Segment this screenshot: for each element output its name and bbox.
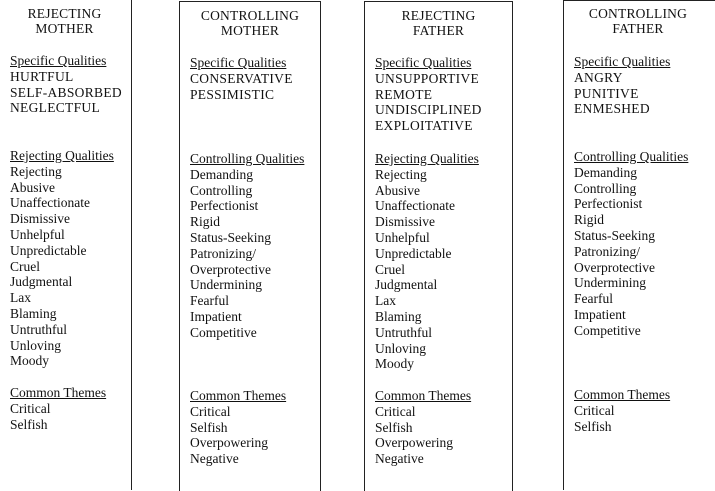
list-item: Unpredictable xyxy=(10,242,87,258)
qualities-section xyxy=(190,151,304,341)
list-item: UNSUPPORTIVE xyxy=(375,70,480,86)
column-title xyxy=(365,8,512,38)
list-item: Dismissive xyxy=(10,211,71,227)
list-item: Overprotective xyxy=(190,261,271,277)
list-item: Undermining xyxy=(574,275,646,291)
qualities-section xyxy=(574,149,688,339)
common-themes-section xyxy=(574,387,670,434)
section-heading: Common Themes xyxy=(10,385,107,400)
column-controlling-mother xyxy=(179,1,321,491)
column-rejecting-father xyxy=(364,1,513,491)
list-item: Impatient xyxy=(190,308,242,324)
list-item: Patronizing/ xyxy=(574,243,640,259)
list-item: Controlling xyxy=(190,182,253,198)
list-item: Unhelpful xyxy=(10,226,65,242)
section-heading: Specific Qualities xyxy=(574,54,671,69)
list-item: Status-Seeking xyxy=(190,229,271,245)
section-heading: Common Themes xyxy=(190,388,287,403)
list-item: Impatient xyxy=(574,306,626,322)
list-item: Fearful xyxy=(190,293,229,309)
specific-qualities-section xyxy=(574,54,670,117)
list-item: Moody xyxy=(10,353,50,369)
list-item: Judgmental xyxy=(375,277,438,293)
list-item: Untruthful xyxy=(375,324,432,340)
list-item: Abusive xyxy=(10,179,55,195)
title-line: CONTROLLING xyxy=(588,6,688,21)
list-item: Competitive xyxy=(190,324,257,340)
list-item: PUNITIVE xyxy=(574,85,639,101)
section-heading: Rejecting Qualities xyxy=(10,148,114,163)
section-heading: Specific Qualities xyxy=(10,53,107,68)
list-item: EXPLOITATIVE xyxy=(375,118,473,134)
section-heading: Specific Qualities xyxy=(190,55,287,70)
column-rejecting-mother xyxy=(0,0,132,490)
common-themes-section xyxy=(190,388,286,467)
list-item: Overprotective xyxy=(574,259,655,275)
list-item: SELF-ABSORBED xyxy=(10,84,122,100)
title-line: REJECTING xyxy=(401,8,476,23)
title-line: MOTHER xyxy=(220,23,280,38)
common-themes-section xyxy=(375,388,471,467)
list-item: Cruel xyxy=(375,261,405,277)
section-heading: Controlling Qualities xyxy=(574,149,689,164)
list-item: Unhelpful xyxy=(375,229,430,245)
list-item: Selfish xyxy=(574,418,612,434)
list-item: Abusive xyxy=(375,182,420,198)
list-item: Lax xyxy=(375,293,396,309)
list-item: Unloving xyxy=(375,340,427,356)
section-heading: Common Themes xyxy=(375,388,472,403)
qualities-section xyxy=(375,151,479,372)
list-item: Cruel xyxy=(10,258,40,274)
list-item: Rigid xyxy=(190,214,221,230)
section-heading: Rejecting Qualities xyxy=(375,151,479,166)
list-item: Unpredictable xyxy=(375,245,452,261)
qualities-section xyxy=(10,148,114,369)
list-item: ANGRY xyxy=(574,69,623,85)
list-item: Unloving xyxy=(10,337,62,353)
list-item: UNDISCIPLINED xyxy=(375,102,482,118)
title-line: MOTHER xyxy=(35,21,94,36)
list-item: Controlling xyxy=(574,180,637,196)
list-item: Critical xyxy=(574,402,615,418)
list-item: Demanding xyxy=(574,164,637,180)
specific-qualities-section xyxy=(10,53,122,116)
list-item: Patronizing/ xyxy=(190,245,256,261)
list-item: Selfish xyxy=(190,419,228,435)
list-item: Blaming xyxy=(375,308,422,324)
list-item: Competitive xyxy=(574,322,641,338)
list-item: HURTFUL xyxy=(10,68,74,84)
list-item: Rejecting xyxy=(10,163,62,179)
list-item: Moody xyxy=(375,356,415,372)
common-themes-section xyxy=(10,385,106,432)
list-item: Demanding xyxy=(190,166,253,182)
list-item: Unaffectionate xyxy=(375,198,455,214)
list-item: Overpowering xyxy=(190,435,268,451)
title-line: FATHER xyxy=(412,23,465,38)
list-item: Negative xyxy=(375,451,424,467)
column-title xyxy=(180,8,320,38)
title-line: REJECTING xyxy=(27,6,102,21)
list-item: Rejecting xyxy=(375,166,427,182)
list-item: Overpowering xyxy=(375,435,453,451)
list-item: Judgmental xyxy=(10,274,73,290)
list-item: Undermining xyxy=(190,277,262,293)
list-item: Critical xyxy=(190,403,231,419)
list-item: Perfectionist xyxy=(574,196,643,212)
specific-qualities-section xyxy=(190,55,293,102)
list-item: Selfish xyxy=(10,416,48,432)
list-item: Perfectionist xyxy=(190,198,259,214)
section-heading: Controlling Qualities xyxy=(190,151,305,166)
list-item: Rigid xyxy=(574,212,605,228)
title-line: CONTROLLING xyxy=(200,8,300,23)
list-item: Lax xyxy=(10,290,31,306)
list-item: NEGLECTFUL xyxy=(10,100,100,116)
list-item: Unaffectionate xyxy=(10,195,90,211)
column-title xyxy=(564,6,712,36)
list-item: Dismissive xyxy=(375,214,436,230)
list-item: CONSERVATIVE xyxy=(190,70,293,86)
title-line: FATHER xyxy=(612,21,664,36)
specific-qualities-section xyxy=(375,55,482,134)
list-item: REMOTE xyxy=(375,86,433,102)
list-item: Blaming xyxy=(10,305,57,321)
column-title xyxy=(0,6,131,36)
list-item: ENMESHED xyxy=(574,101,650,117)
list-item: Critical xyxy=(375,403,416,419)
section-heading: Common Themes xyxy=(574,387,671,402)
list-item: Negative xyxy=(190,451,239,467)
list-item: Status-Seeking xyxy=(574,227,655,243)
list-item: Untruthful xyxy=(10,321,67,337)
column-controlling-father xyxy=(563,0,715,490)
list-item: PESSIMISTIC xyxy=(190,86,275,102)
section-heading: Specific Qualities xyxy=(375,55,472,70)
list-item: Selfish xyxy=(375,419,413,435)
list-item: Fearful xyxy=(574,291,613,307)
list-item: Critical xyxy=(10,400,51,416)
